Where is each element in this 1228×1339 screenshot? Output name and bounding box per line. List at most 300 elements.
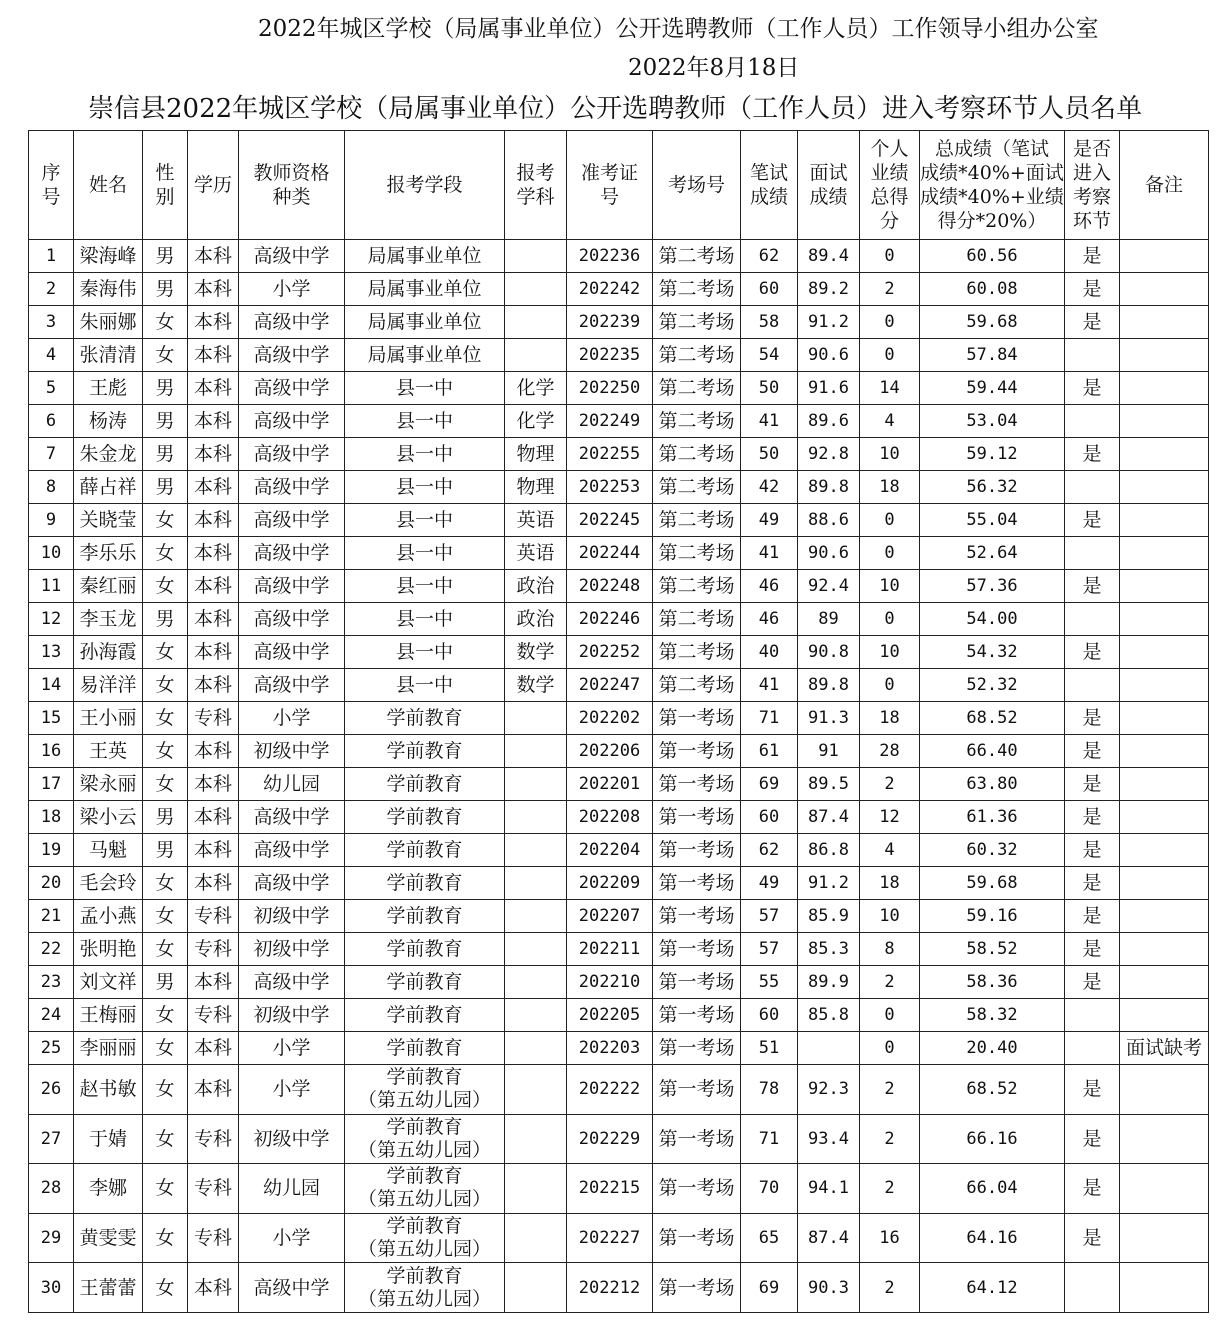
- cell-enter: 是: [1065, 1065, 1120, 1115]
- cell-ticket: 202215: [567, 1164, 653, 1214]
- table-row: [29, 1114, 1209, 1164]
- col-performance-header: 个人 业绩 总得 分: [860, 131, 920, 240]
- cell-enter: [1065, 603, 1120, 636]
- cell-performance: 0: [860, 240, 920, 273]
- table-row: [29, 1065, 1209, 1115]
- cell-name: 赵书敏: [74, 1065, 143, 1115]
- cell-no: 21: [29, 900, 74, 933]
- cell-name: 梁永丽: [74, 768, 143, 801]
- cell-gender: 男: [143, 471, 188, 504]
- cell-stage: 学前教育: [345, 999, 505, 1032]
- cell-enter: 是: [1065, 636, 1120, 669]
- cell-name: 梁海峰: [74, 240, 143, 273]
- cell-subject: [505, 900, 567, 933]
- cell-name: 王小丽: [74, 702, 143, 735]
- table-row: [29, 537, 1209, 570]
- cell-stage: 学前教育: [345, 801, 505, 834]
- table-row: [29, 1263, 1209, 1313]
- cell-gender: 女: [143, 900, 188, 933]
- cell-education: 专科: [188, 900, 239, 933]
- cell-gender: 女: [143, 306, 188, 339]
- cell-performance: 10: [860, 438, 920, 471]
- cell-ticket: 202250: [567, 372, 653, 405]
- cell-note: [1120, 834, 1209, 867]
- table-row: [29, 603, 1209, 636]
- cell-ticket: 202255: [567, 438, 653, 471]
- cell-performance: 2: [860, 1114, 920, 1164]
- cell-performance: 4: [860, 405, 920, 438]
- cell-ticket: 202235: [567, 339, 653, 372]
- cell-stage: 学前教育: [345, 1032, 505, 1065]
- cell-note: [1120, 636, 1209, 669]
- cell-subject: [505, 1114, 567, 1164]
- cell-enter: [1065, 1032, 1120, 1065]
- cell-room: 第一考场: [653, 834, 741, 867]
- cell-name: 李丽丽: [74, 1032, 143, 1065]
- cell-no: 3: [29, 306, 74, 339]
- col-stage-header: 报考学段: [345, 131, 505, 240]
- cell-ticket: 202247: [567, 669, 653, 702]
- cell-cert-type: 高级中学: [239, 471, 345, 504]
- cell-subject: 数学: [505, 636, 567, 669]
- cell-written: 70: [741, 1164, 798, 1214]
- table-row: [29, 438, 1209, 471]
- cell-performance: 8: [860, 933, 920, 966]
- cell-no: 29: [29, 1213, 74, 1263]
- cell-interview: 91: [798, 735, 860, 768]
- cell-room: 第二考场: [653, 471, 741, 504]
- cell-gender: 女: [143, 702, 188, 735]
- cell-interview: [798, 1032, 860, 1065]
- cell-stage: 县一中: [345, 438, 505, 471]
- cell-interview: 86.8: [798, 834, 860, 867]
- cell-gender: 女: [143, 999, 188, 1032]
- cell-total: 52.64: [920, 537, 1065, 570]
- cell-performance: 10: [860, 570, 920, 603]
- cell-no: 6: [29, 405, 74, 438]
- cell-written: 71: [741, 702, 798, 735]
- cell-cert-type: 高级中学: [239, 867, 345, 900]
- cell-cert-type: 高级中学: [239, 801, 345, 834]
- cell-note: [1120, 999, 1209, 1032]
- cell-subject: [505, 768, 567, 801]
- cell-no: 28: [29, 1164, 74, 1214]
- cell-education: 本科: [188, 1065, 239, 1115]
- cell-note: [1120, 603, 1209, 636]
- cell-performance: 0: [860, 504, 920, 537]
- cell-no: 5: [29, 372, 74, 405]
- cell-cert-type: 高级中学: [239, 603, 345, 636]
- cell-gender: 男: [143, 801, 188, 834]
- cell-stage: 学前教育: [345, 900, 505, 933]
- cell-note: [1120, 504, 1209, 537]
- cell-interview: 89.5: [798, 768, 860, 801]
- table-row: [29, 1032, 1209, 1065]
- cell-education: 本科: [188, 966, 239, 999]
- cell-interview: 85.9: [798, 900, 860, 933]
- cell-room: 第一考场: [653, 1032, 741, 1065]
- cell-name: 王梅丽: [74, 999, 143, 1032]
- cell-gender: 女: [143, 1164, 188, 1214]
- cell-education: 专科: [188, 1164, 239, 1214]
- col-written-header: 笔试 成绩: [741, 131, 798, 240]
- cell-stage: 县一中: [345, 504, 505, 537]
- cell-gender: 女: [143, 1114, 188, 1164]
- cell-enter: [1065, 405, 1120, 438]
- cell-cert-type: 初级中学: [239, 1114, 345, 1164]
- cell-ticket: 202212: [567, 1263, 653, 1313]
- cell-performance: 4: [860, 834, 920, 867]
- cell-gender: 男: [143, 240, 188, 273]
- cell-enter: 是: [1065, 834, 1120, 867]
- cell-room: 第二考场: [653, 603, 741, 636]
- cell-performance: 2: [860, 1065, 920, 1115]
- cell-name: 李娜: [74, 1164, 143, 1214]
- cell-gender: 女: [143, 537, 188, 570]
- cell-stage: 学前教育: [345, 768, 505, 801]
- cell-interview: 90.8: [798, 636, 860, 669]
- cell-ticket: 202211: [567, 933, 653, 966]
- cell-ticket: 202249: [567, 405, 653, 438]
- cell-education: 本科: [188, 834, 239, 867]
- cell-interview: 93.4: [798, 1114, 860, 1164]
- cell-enter: [1065, 537, 1120, 570]
- cell-interview: 90.6: [798, 339, 860, 372]
- cell-total: 52.32: [920, 669, 1065, 702]
- cell-interview: 89.8: [798, 669, 860, 702]
- cell-name: 易洋洋: [74, 669, 143, 702]
- cell-subject: [505, 702, 567, 735]
- table-header-row: [29, 131, 1209, 240]
- cell-stage: 学前教育: [345, 702, 505, 735]
- cell-no: 19: [29, 834, 74, 867]
- cell-performance: 12: [860, 801, 920, 834]
- cell-total: 56.32: [920, 471, 1065, 504]
- cell-room: 第二考场: [653, 438, 741, 471]
- cell-education: 本科: [188, 537, 239, 570]
- cell-total: 57.84: [920, 339, 1065, 372]
- cell-enter: 是: [1065, 570, 1120, 603]
- cell-written: 62: [741, 240, 798, 273]
- cell-enter: 是: [1065, 273, 1120, 306]
- cell-performance: 18: [860, 471, 920, 504]
- cell-stage: 学前教育: [345, 966, 505, 999]
- cell-interview: 89.6: [798, 405, 860, 438]
- cell-interview: 91.2: [798, 867, 860, 900]
- cell-subject: [505, 306, 567, 339]
- col-ticket-header: 准考证 号: [567, 131, 653, 240]
- cell-name: 关晓莹: [74, 504, 143, 537]
- table-row: [29, 867, 1209, 900]
- cell-total: 60.56: [920, 240, 1065, 273]
- cell-written: 65: [741, 1213, 798, 1263]
- cell-gender: 男: [143, 273, 188, 306]
- cell-written: 78: [741, 1065, 798, 1115]
- cell-no: 23: [29, 966, 74, 999]
- cell-interview: 88.6: [798, 504, 860, 537]
- table-row: [29, 768, 1209, 801]
- cell-total: 66.40: [920, 735, 1065, 768]
- cell-performance: 18: [860, 867, 920, 900]
- cell-gender: 男: [143, 603, 188, 636]
- table-row: [29, 669, 1209, 702]
- cell-written: 60: [741, 801, 798, 834]
- cell-note: [1120, 702, 1209, 735]
- cell-name: 梁小云: [74, 801, 143, 834]
- document-title: 崇信县2022年城区学校（局属事业单位）公开选聘教师（工作人员）进入考察环节人员名单: [88, 94, 1143, 124]
- cell-note: [1120, 1114, 1209, 1164]
- cell-note: [1120, 306, 1209, 339]
- cell-education: 本科: [188, 669, 239, 702]
- cell-performance: 28: [860, 735, 920, 768]
- cell-name: 王英: [74, 735, 143, 768]
- cell-performance: 0: [860, 669, 920, 702]
- cell-room: 第一考场: [653, 966, 741, 999]
- cell-enter: [1065, 1263, 1120, 1313]
- candidate-table: [28, 130, 1209, 1313]
- cell-enter: [1065, 471, 1120, 504]
- cell-enter: 是: [1065, 933, 1120, 966]
- cell-education: 本科: [188, 273, 239, 306]
- table-row: [29, 834, 1209, 867]
- cell-subject: [505, 1164, 567, 1214]
- cell-name: 马魁: [74, 834, 143, 867]
- cell-ticket: 202248: [567, 570, 653, 603]
- cell-stage: 县一中: [345, 471, 505, 504]
- cell-stage: 学前教育 （第五幼儿园）: [345, 1263, 505, 1313]
- cell-gender: 女: [143, 504, 188, 537]
- cell-performance: 0: [860, 603, 920, 636]
- cell-interview: 90.6: [798, 537, 860, 570]
- cell-written: 49: [741, 867, 798, 900]
- cell-ticket: 202203: [567, 1032, 653, 1065]
- cell-room: 第二考场: [653, 339, 741, 372]
- cell-note: [1120, 768, 1209, 801]
- cell-subject: [505, 966, 567, 999]
- cell-total: 60.08: [920, 273, 1065, 306]
- cell-no: 22: [29, 933, 74, 966]
- cell-cert-type: 小学: [239, 1032, 345, 1065]
- cell-note: [1120, 438, 1209, 471]
- cell-enter: 是: [1065, 966, 1120, 999]
- cell-education: 本科: [188, 867, 239, 900]
- cell-gender: 女: [143, 1065, 188, 1115]
- cell-total: 66.16: [920, 1114, 1065, 1164]
- cell-subject: 政治: [505, 603, 567, 636]
- cell-ticket: 202208: [567, 801, 653, 834]
- cell-note: [1120, 339, 1209, 372]
- table-row: [29, 1164, 1209, 1214]
- table-row: [29, 306, 1209, 339]
- table-row: [29, 471, 1209, 504]
- cell-total: 54.32: [920, 636, 1065, 669]
- cell-note: [1120, 1213, 1209, 1263]
- table-row: [29, 636, 1209, 669]
- cell-no: 24: [29, 999, 74, 1032]
- cell-room: 第一考场: [653, 801, 741, 834]
- cell-gender: 女: [143, 768, 188, 801]
- cell-education: 本科: [188, 471, 239, 504]
- cell-performance: 10: [860, 900, 920, 933]
- cell-performance: 16: [860, 1213, 920, 1263]
- cell-room: 第二考场: [653, 669, 741, 702]
- cell-performance: 0: [860, 339, 920, 372]
- cell-total: 58.36: [920, 966, 1065, 999]
- col-enter-header: 是否 进入 考察 环节: [1065, 131, 1120, 240]
- cell-cert-type: 高级中学: [239, 372, 345, 405]
- cell-cert-type: 初级中学: [239, 933, 345, 966]
- table-row: [29, 900, 1209, 933]
- cell-subject: [505, 339, 567, 372]
- cell-written: 60: [741, 999, 798, 1032]
- cell-performance: 14: [860, 372, 920, 405]
- cell-note: [1120, 240, 1209, 273]
- cell-interview: 94.1: [798, 1164, 860, 1214]
- cell-cert-type: 幼儿园: [239, 768, 345, 801]
- cell-education: 本科: [188, 405, 239, 438]
- cell-enter: [1065, 339, 1120, 372]
- col-name-header: 姓名: [74, 131, 143, 240]
- cell-room: 第一考场: [653, 867, 741, 900]
- cell-room: 第一考场: [653, 768, 741, 801]
- cell-name: 薛占祥: [74, 471, 143, 504]
- cell-education: 本科: [188, 339, 239, 372]
- cell-total: 59.12: [920, 438, 1065, 471]
- col-gender-header: 性 别: [143, 131, 188, 240]
- cell-total: 66.04: [920, 1164, 1065, 1214]
- cell-gender: 女: [143, 570, 188, 603]
- cell-written: 71: [741, 1114, 798, 1164]
- cell-no: 16: [29, 735, 74, 768]
- cell-name: 李玉龙: [74, 603, 143, 636]
- cell-interview: 89.9: [798, 966, 860, 999]
- cell-stage: 局属事业单位: [345, 273, 505, 306]
- cell-no: 9: [29, 504, 74, 537]
- cell-no: 7: [29, 438, 74, 471]
- cell-room: 第一考场: [653, 1213, 741, 1263]
- cell-education: 本科: [188, 570, 239, 603]
- cell-room: 第一考场: [653, 735, 741, 768]
- cell-written: 69: [741, 768, 798, 801]
- cell-total: 53.04: [920, 405, 1065, 438]
- cell-ticket: 202210: [567, 966, 653, 999]
- cell-no: 13: [29, 636, 74, 669]
- cell-cert-type: 高级中学: [239, 966, 345, 999]
- cell-room: 第二考场: [653, 636, 741, 669]
- cell-stage: 学前教育: [345, 933, 505, 966]
- cell-stage: 学前教育 （第五幼儿园）: [345, 1213, 505, 1263]
- cell-ticket: 202202: [567, 702, 653, 735]
- cell-cert-type: 高级中学: [239, 339, 345, 372]
- cell-name: 刘文祥: [74, 966, 143, 999]
- cell-cert-type: 小学: [239, 1065, 345, 1115]
- table-row: [29, 735, 1209, 768]
- cell-education: 本科: [188, 438, 239, 471]
- cell-performance: 18: [860, 702, 920, 735]
- cell-subject: [505, 1263, 567, 1313]
- cell-enter: 是: [1065, 702, 1120, 735]
- cell-enter: 是: [1065, 1114, 1120, 1164]
- cell-total: 60.32: [920, 834, 1065, 867]
- cell-performance: 2: [860, 966, 920, 999]
- cell-interview: 91.3: [798, 702, 860, 735]
- cell-subject: [505, 1032, 567, 1065]
- cell-performance: 2: [860, 273, 920, 306]
- cell-education: 本科: [188, 636, 239, 669]
- cell-total: 59.16: [920, 900, 1065, 933]
- cell-cert-type: 高级中学: [239, 240, 345, 273]
- cell-stage: 县一中: [345, 669, 505, 702]
- cell-name: 朱丽娜: [74, 306, 143, 339]
- cell-cert-type: 初级中学: [239, 900, 345, 933]
- table-row: [29, 801, 1209, 834]
- cell-written: 57: [741, 933, 798, 966]
- cell-written: 49: [741, 504, 798, 537]
- cell-cert-type: 高级中学: [239, 834, 345, 867]
- cell-education: 专科: [188, 1114, 239, 1164]
- cell-enter: 是: [1065, 306, 1120, 339]
- cell-gender: 男: [143, 438, 188, 471]
- cell-enter: 是: [1065, 1213, 1120, 1263]
- cell-enter: 是: [1065, 768, 1120, 801]
- table-row: [29, 405, 1209, 438]
- cell-cert-type: 小学: [239, 273, 345, 306]
- cell-note: [1120, 1065, 1209, 1115]
- cell-gender: 男: [143, 834, 188, 867]
- cell-name: 张清清: [74, 339, 143, 372]
- cell-total: 54.00: [920, 603, 1065, 636]
- cell-cert-type: 高级中学: [239, 504, 345, 537]
- cell-education: 专科: [188, 999, 239, 1032]
- cell-interview: 85.3: [798, 933, 860, 966]
- cell-no: 12: [29, 603, 74, 636]
- table-row: [29, 702, 1209, 735]
- cell-gender: 女: [143, 1032, 188, 1065]
- cell-cert-type: 高级中学: [239, 570, 345, 603]
- cell-total: 64.12: [920, 1263, 1065, 1313]
- cell-education: 本科: [188, 603, 239, 636]
- cell-total: 59.44: [920, 372, 1065, 405]
- cell-performance: 0: [860, 537, 920, 570]
- cell-total: 58.52: [920, 933, 1065, 966]
- cell-name: 张明艳: [74, 933, 143, 966]
- cell-written: 50: [741, 372, 798, 405]
- cell-room: 第一考场: [653, 1164, 741, 1214]
- cell-interview: 92.4: [798, 570, 860, 603]
- cell-total: 61.36: [920, 801, 1065, 834]
- cell-enter: 是: [1065, 1164, 1120, 1214]
- cell-room: 第一考场: [653, 1114, 741, 1164]
- table-row: [29, 273, 1209, 306]
- cell-enter: 是: [1065, 735, 1120, 768]
- cell-room: 第二考场: [653, 306, 741, 339]
- cell-room: 第一考场: [653, 1065, 741, 1115]
- cell-no: 11: [29, 570, 74, 603]
- cell-written: 42: [741, 471, 798, 504]
- cell-no: 4: [29, 339, 74, 372]
- cell-enter: 是: [1065, 900, 1120, 933]
- cell-stage: 县一中: [345, 570, 505, 603]
- cell-ticket: 202244: [567, 537, 653, 570]
- cell-ticket: 202229: [567, 1114, 653, 1164]
- cell-ticket: 202206: [567, 735, 653, 768]
- cell-written: 54: [741, 339, 798, 372]
- cell-note: [1120, 570, 1209, 603]
- cell-interview: 89.4: [798, 240, 860, 273]
- cell-enter: 是: [1065, 867, 1120, 900]
- issuing-office: 2022年城区学校（局属事业单位）公开选聘教师（工作人员）工作领导小组办公室: [258, 16, 1099, 42]
- col-interview-header: 面试 成绩: [798, 131, 860, 240]
